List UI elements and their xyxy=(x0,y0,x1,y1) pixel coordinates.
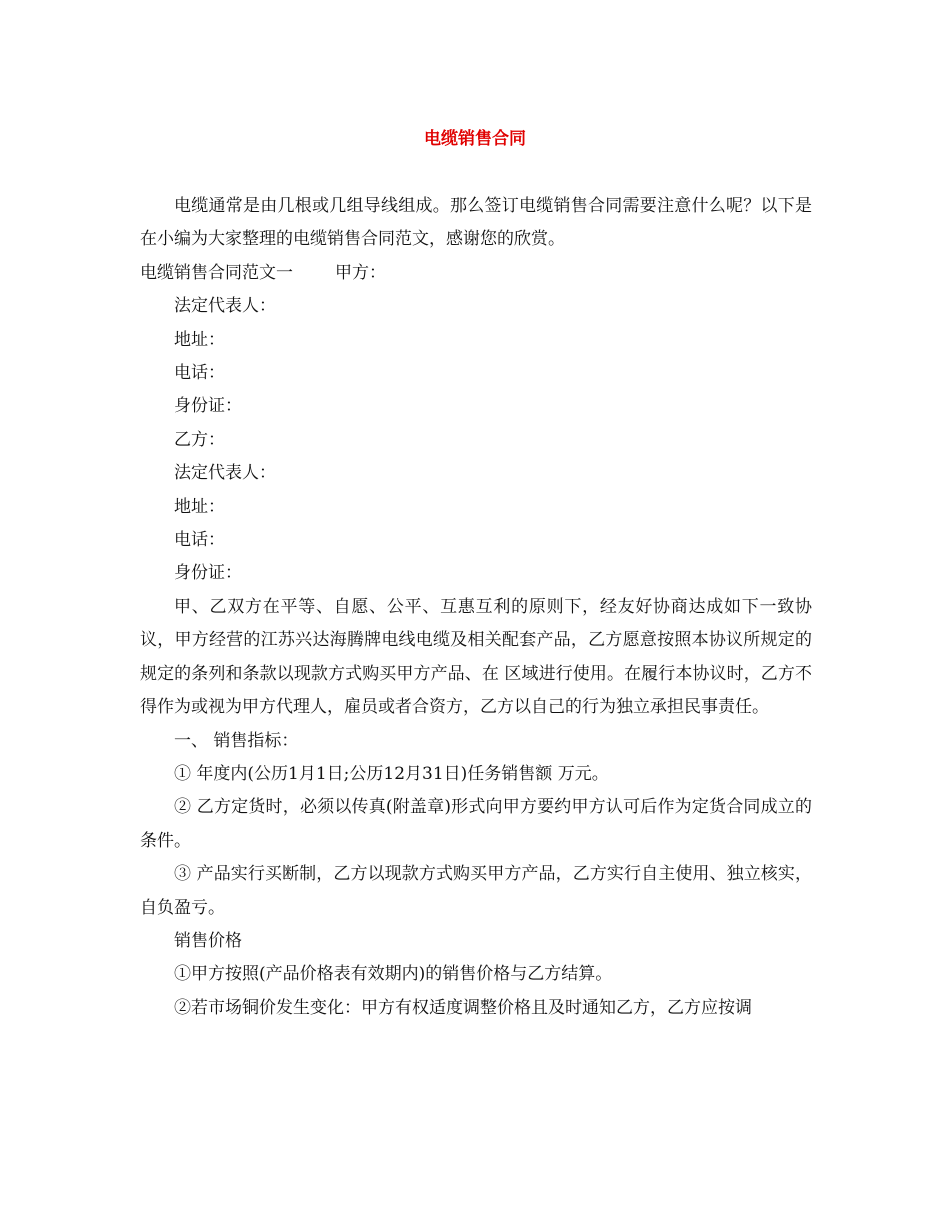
section1-item: ② 乙方定货时，必须以传真(附盖章)形式向甲方要约甲方认可后作为定货合同成立的条件。 xyxy=(140,797,812,851)
party-a-rep: 法定代表人： xyxy=(174,296,276,317)
party-a-id: 身份证： xyxy=(174,396,242,417)
party-b-id: 身份证： xyxy=(174,563,242,584)
section1-item: ③ 产品实行买断制，乙方以现款方式购买甲方产品，乙方实行自主使用、独立核实，自负盈亏。 xyxy=(140,864,812,918)
party-b-rep: 法定代表人： xyxy=(174,463,276,484)
section2-item: ②若市场铜价发生变化：甲方有权适度调整价格且及时通知乙方，乙方应按调 xyxy=(174,997,752,1018)
party-a-label: 甲方： xyxy=(335,262,386,283)
document-body xyxy=(140,190,812,1025)
section1-heading: 一、 销售指标： xyxy=(174,730,299,751)
agreement-paragraph: 甲、乙双方在平等、自愿、公平、互惠互利的原则下，经友好协商达成如下一致协议，甲方经营的江苏兴达海腾牌电线电缆及相关配套产品，乙方愿意按照本协议所规定的规定的条列和条款以现款方式购买甲方产品、在 区域进行使用。在履行本协议时，乙方不得作为或视为甲方代理人，雇员或者合资方，乙方以自己的行为独立承担民事责任。 xyxy=(140,596,812,718)
intro-paragraph: 电缆通常是由几根或几组导线组成。那么签订电缆销售合同需要注意什么呢？以下是在小编为大家整理的电缆销售合同范文，感谢您的欣赏。 xyxy=(140,196,812,250)
section2-item: ①甲方按照(产品价格表有效期内)的销售价格与乙方结算。 xyxy=(174,964,613,985)
section2-heading: 销售价格 xyxy=(174,930,242,951)
sample-heading: 电缆销售合同范文一 xyxy=(140,262,293,283)
party-b-label: 乙方： xyxy=(174,429,225,450)
sample-heading-line xyxy=(140,257,812,290)
document-title: 电缆销售合同 xyxy=(424,129,526,149)
party-a-phone: 电话： xyxy=(174,363,225,384)
party-b-phone: 电话： xyxy=(174,530,225,551)
section1-item: ① 年度内(公历1月1日;公历12月31日)任务销售额 万元。 xyxy=(174,763,609,784)
party-a-address: 地址： xyxy=(174,329,225,350)
party-b-address: 地址： xyxy=(174,496,225,517)
